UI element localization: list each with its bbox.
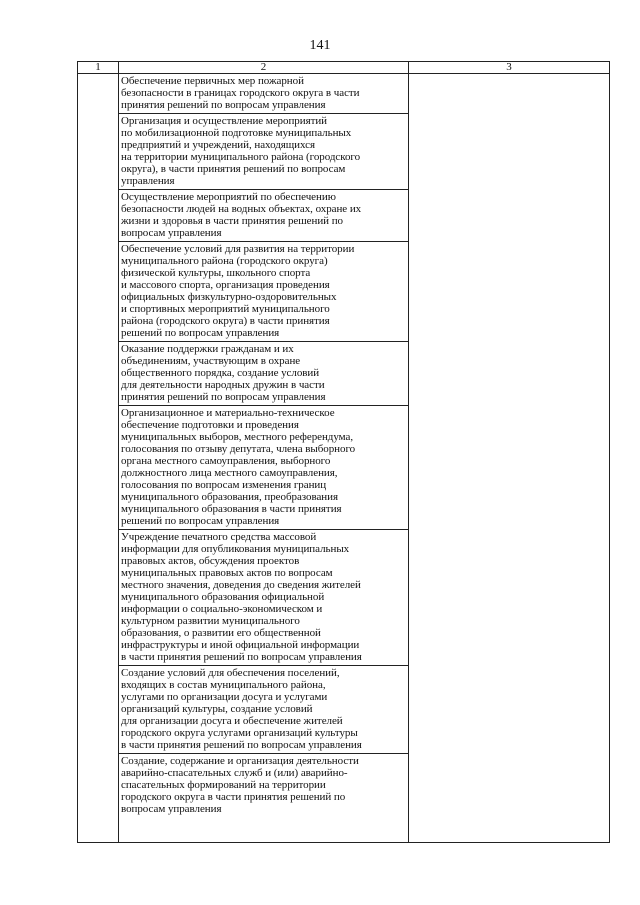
- table-header-row: [78, 62, 610, 74]
- column-2-cell: [119, 74, 409, 843]
- row-text-9: Создание, содержание и организация деятельности аварийно-спасательных служб и (или) аварийно- спасательных формирований на территории городского округа в части принятия решений по вопросам управления: [121, 755, 359, 815]
- column-3-cell: [409, 74, 610, 843]
- table-row: [119, 342, 408, 406]
- table-row: [119, 114, 408, 190]
- row-text-7: Учреждение печатного средства массовой информации для опубликования муниципальных правовых актов, обсуждения проектов муниципальных правовых актов по вопросам местного значения, доведения до сведения жителей муниципального образования официальной информации о социально-экономическом и культурном развитии муниципального образования, о развитии его общественной инфраструктуры и иной официальной информации в части принятия решений по вопросам управления: [121, 531, 362, 663]
- row-text-1: Обеспечение первичных мер пожарной безопасности в границах городского округа в части принятия решений по вопросам управления: [121, 75, 360, 111]
- column-header-3: 3: [409, 62, 610, 74]
- table-row: [119, 406, 408, 530]
- table-row: [119, 242, 408, 342]
- table-row: [119, 74, 408, 114]
- content-list: [119, 74, 408, 825]
- row-text-5: Оказание поддержки гражданам и их объединениям, участвующим в охране общественного порядка, создание условий для деятельности народных дружин в части принятия решений по вопросам управления: [121, 343, 326, 403]
- page-number: 141: [309, 38, 331, 53]
- column-header-2: 2: [119, 62, 409, 74]
- row-text-6: Организационное и материально-техническое обеспечение подготовки и проведения муниципальных выборов, местного референдума, голосования по отзыву депутата, члена выборного органа местного самоуправления, выборного должностного лица местного самоуправления, голосования по вопросам изменения границ муниципального образования, преобразования муниципального образования в части принятия решений по вопросам управления: [121, 407, 356, 527]
- table-body-row: [78, 74, 610, 843]
- row-text-8: Создание условий для обеспечения поселений, входящих в состав муниципального района, услугами по организации досуга и услугами организаций культуры, создание условий для организации досуга и обеспечение жителей городского округа услугами организаций культуры в части принятия решений по вопросам управления: [121, 667, 362, 751]
- table-row: [119, 666, 408, 754]
- table-row: [119, 754, 408, 826]
- document-table: [77, 61, 610, 843]
- table-row: [119, 530, 408, 666]
- table-row: [119, 190, 408, 242]
- row-text-3: Осуществление мероприятий по обеспечению безопасности людей на водных объектах, охране их жизни и здоровья в части принятия решений по вопросам управления: [121, 191, 362, 239]
- column-1-cell: [78, 74, 119, 843]
- column-header-1: 1: [78, 62, 119, 74]
- row-text-4: Обеспечение условий для развития на территории муниципального района (городского округа) физической культуры, школьного спорта и массового спорта, организация проведения официальных физкультурно-оздоровительных и спортивных мероприятий муниципального района (городского округа) в части принятия решений по вопросам управления: [121, 243, 355, 339]
- row-text-2: Организация и осуществление мероприятий по мобилизационной подготовке муниципальных предприятий и учреждений, находящихся на территории муниципального района (городского округа), в части принятия решений по вопросам управления: [121, 115, 361, 187]
